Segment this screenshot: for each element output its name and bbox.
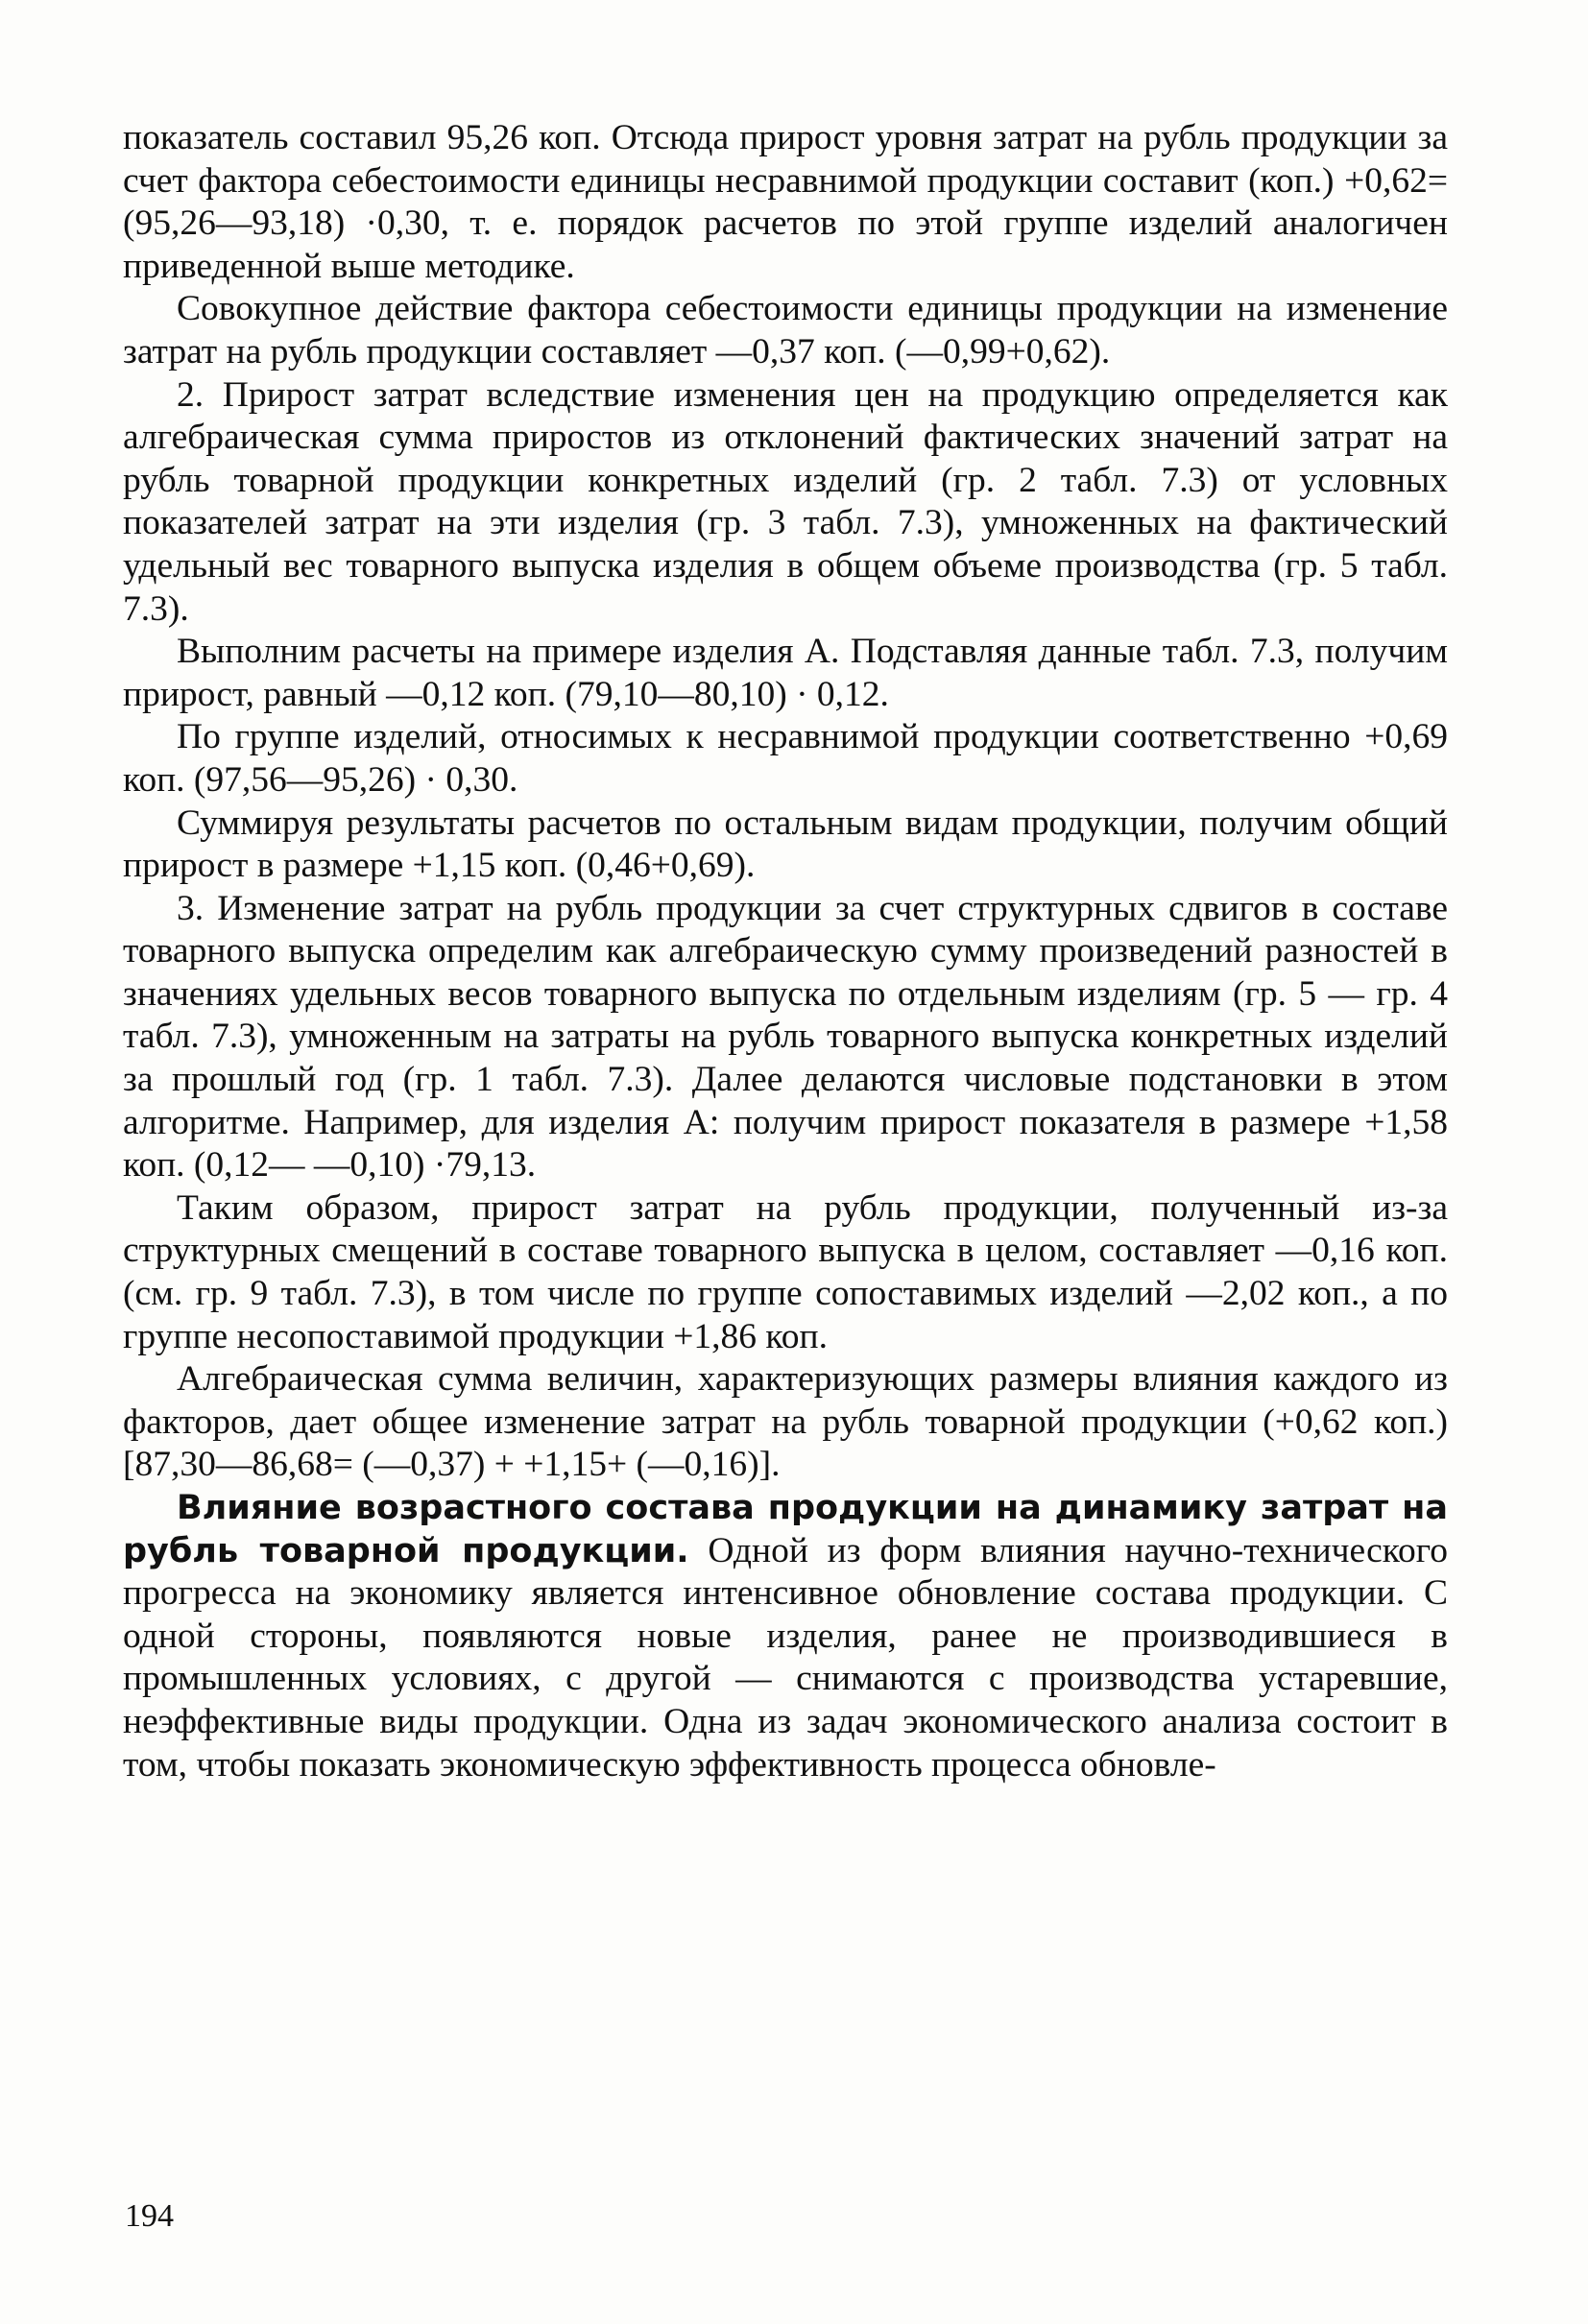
paragraph: показатель составил 95,26 коп. Отсюда прирост уровня затрат на рубль продукции за счет фактора себестоимости единицы несравнимой продукции составит (коп.) +0,62= (95,26—93,18) ·0,30, т. е. порядок расчетов по этой группе изделий аналогичен приведенной выше методике. xyxy=(123,118,1448,286)
paragraph: 3. Изменение затрат на рубль продукции за счет структурных сдвигов в составе товарного выпуска определим как алгебраическую сумму произведений разностей в значениях удельных весов товарного выпуска по отдельным изделиям (гр. 5 — гр. 4 табл. 7.3), умноженным на затраты на рубль товарного выпуска конкретных изделий за прошлый год (гр. 1 табл. 7.3). Далее делаются числовые подстановки в этом алгоритме. Например, для изделия А: получим прирост показателя в размере +1,58 коп. (0,12— —0,10) ·79,13. xyxy=(123,888,1448,1186)
paragraph-with-heading xyxy=(123,1487,1448,1786)
page-number: 194 xyxy=(125,2198,174,2234)
inline-heading: Влияние возрастного состава продукции на динамику затрат на рубль товарной продукции. xyxy=(123,1489,1448,1570)
paragraph: 2. Прирост затрат вследствие изменения цен на продукцию определяется как алгебраическая сумма приростов из отклонений фактических значений затрат на рубль товарной продукции конкретных изделий (гр. 2 табл. 7.3) от условных показателей затрат на эти изделия (гр. 3 табл. 7.3), умноженных на фактический удельный вес товарного выпуска изделия в общем объеме производства (гр. 5 табл. 7.3). xyxy=(123,374,1448,629)
paragraph: Совокупное действие фактора себестоимости единицы продукции на изменение затрат на рубль продукции составляет —0,37 коп. (—0,99+0,62). xyxy=(123,289,1448,371)
body-text xyxy=(123,117,1448,1786)
paragraph: По группе изделий, относимых к несравнимой продукции соответственно +0,69 коп. (97,56—95,26) · 0,30. xyxy=(123,717,1448,800)
paragraph: Алгебраическая сумма величин, характеризующих размеры влияния каждого из факторов, дает общее изменение затрат на рубль товарной продукции (+0,62 коп.) [87,30—86,68= (—0,37) + +1,15+ (—0,16)]. xyxy=(123,1359,1448,1485)
paragraph: Таким образом, прирост затрат на рубль продукции, полученный из-за структурных смещений в составе товарного выпуска в целом, составляет —0,16 коп. (см. гр. 9 табл. 7.3), в том числе по группе сопоставимых изделий —2,02 коп., а по группе несопоставимой продукции +1,86 коп. xyxy=(123,1187,1448,1356)
paragraph-body: Одной из форм влияния научно-технического прогресса на экономику является интенсивное обновление состава продукции. С одной стороны, появляются новые изделия, ранее не производившиеся в промышленных условиях, с другой — снимаются с производства устаревшие, неэффективные виды продукции. Одна из задач экономического анализа состоит в том, чтобы показать экономическую эффективность процесса обновле- xyxy=(123,1530,1448,1785)
paragraph: Суммируя результаты расчетов по остальным видам продукции, получим общий прирост в размере +1,15 коп. (0,46+0,69). xyxy=(123,803,1448,886)
paragraph: Выполним расчеты на примере изделия А. Подставляя данные табл. 7.3, получим прирост, равный —0,12 коп. (79,10—80,10) · 0,12. xyxy=(123,632,1448,714)
